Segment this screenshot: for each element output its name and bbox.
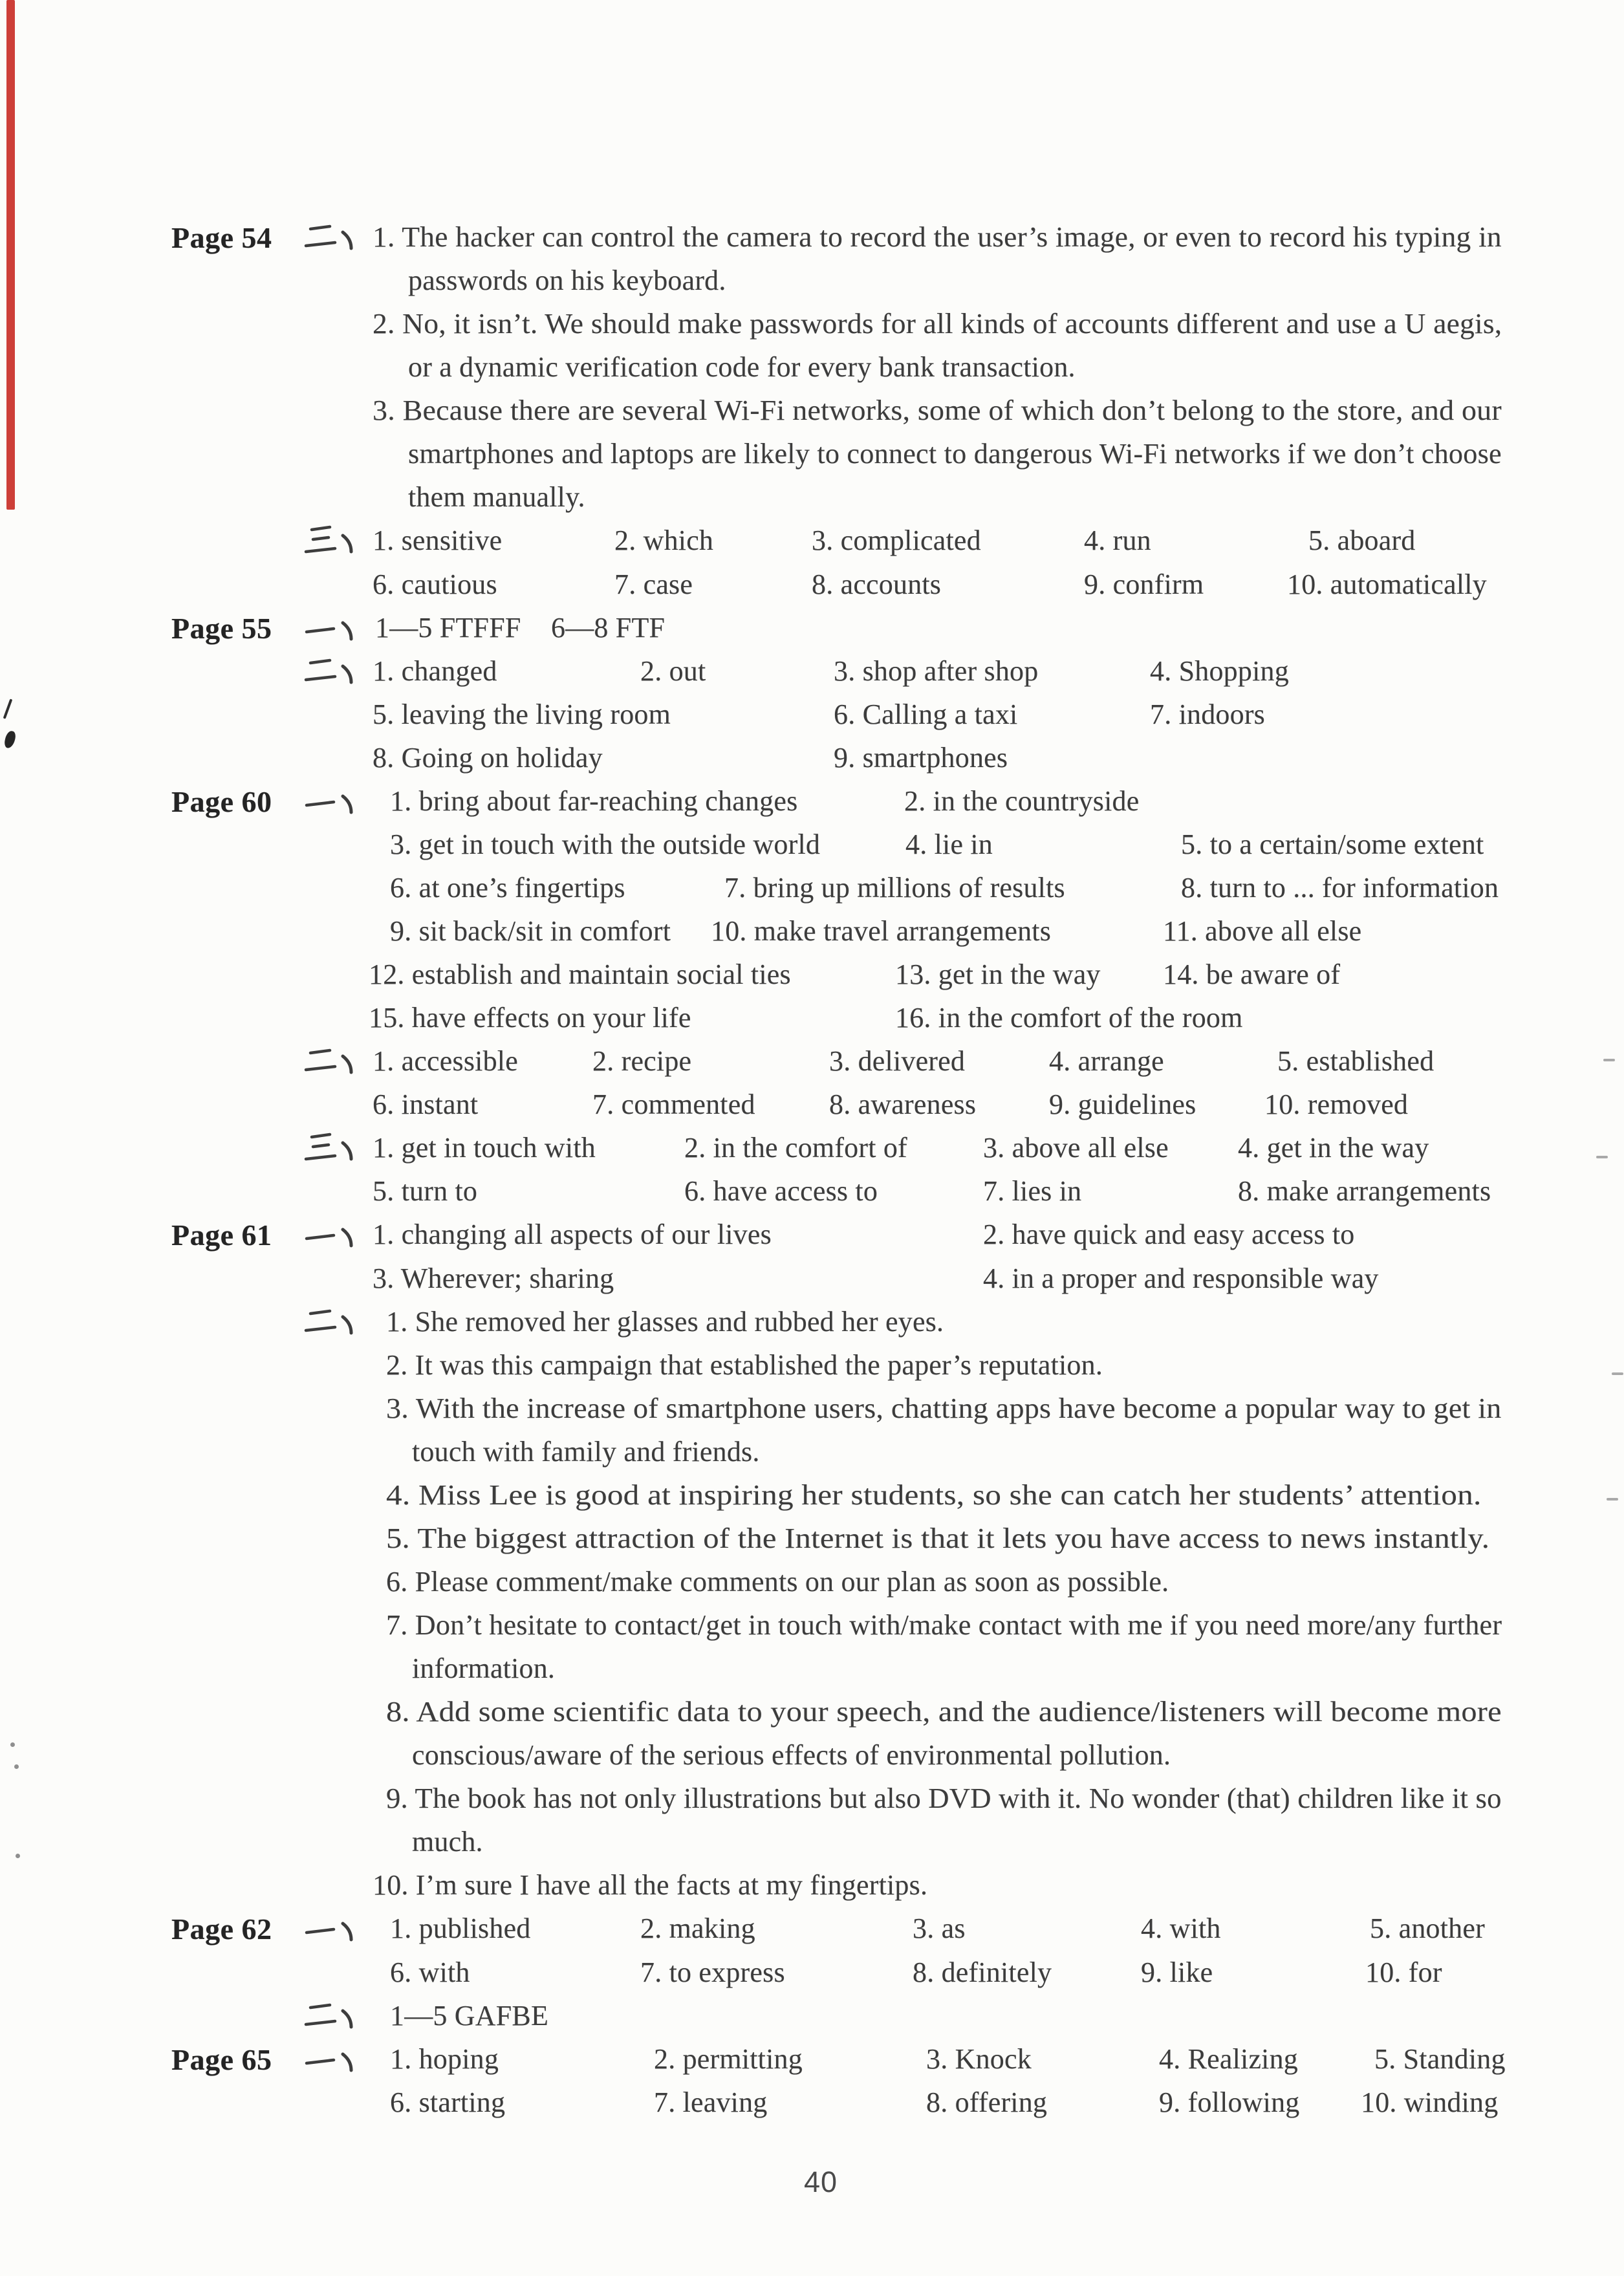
section-marker bbox=[304, 785, 360, 819]
answer-text: 4. lie in bbox=[905, 829, 993, 860]
answer-text: 2. It was this campaign that established the paper’s reputation. bbox=[386, 1349, 1103, 1381]
scan-artifact-dash bbox=[1603, 1059, 1615, 1061]
answer-text: 5. aboard bbox=[1308, 525, 1416, 556]
answer-text: 4. Shopping bbox=[1150, 655, 1289, 687]
answer-text: 4. Miss Lee is good at inspiring her students, so she can catch her students’ attention. bbox=[386, 1479, 1482, 1511]
answer-text: 3. above all else bbox=[983, 1132, 1169, 1164]
answer-text: 7. case bbox=[614, 569, 693, 600]
answer-text: 5. The biggest attraction of the Internet is that it lets you have access to news instantly. bbox=[386, 1523, 1490, 1554]
answer-text: 1—5 GAFBE bbox=[390, 2000, 549, 2032]
answer-text: 4. in a proper and responsible way bbox=[983, 1263, 1379, 1294]
answer-text: passwords on his keyboard. bbox=[408, 265, 726, 296]
section-marker bbox=[304, 524, 360, 559]
answer-text: 2. have quick and easy access to bbox=[983, 1219, 1355, 1250]
answer-text: 9. following bbox=[1159, 2086, 1300, 2118]
answer-text: 6—8 FTF bbox=[551, 612, 666, 644]
answer-text: 6. have access to bbox=[684, 1175, 878, 1207]
answer-text: 1. changing all aspects of our lives bbox=[373, 1219, 772, 1250]
answer-text: or a dynamic verification code for every bank transaction. bbox=[408, 351, 1076, 383]
answer-text: 4. with bbox=[1141, 1913, 1221, 1944]
answer-text: 14. be aware of bbox=[1163, 959, 1341, 990]
answer-text: 10. winding bbox=[1361, 2086, 1499, 2118]
scan-artifact-dot bbox=[10, 1742, 15, 1747]
answer-text: 4. get in the way bbox=[1238, 1132, 1429, 1164]
section-marker bbox=[304, 1999, 360, 2034]
answer-text: 8. make arrangements bbox=[1238, 1175, 1491, 1207]
answer-text: 16. in the comfort of the room bbox=[895, 1002, 1243, 1034]
answer-text: smartphones and laptops are likely to connect to dangerous Wi-Fi networks if we don’t choose bbox=[408, 438, 1502, 470]
answer-text: 1. changed bbox=[373, 655, 497, 687]
section-marker bbox=[304, 1912, 360, 1947]
answer-text: 8. accounts bbox=[812, 569, 942, 600]
answer-text: 1. bring about far-reaching changes bbox=[390, 785, 798, 817]
page-label: Page 54 bbox=[171, 221, 272, 254]
page-label: Page 62 bbox=[171, 1913, 272, 1945]
answer-text: 7. commented bbox=[592, 1089, 755, 1120]
answer-text: 1. get in touch with bbox=[373, 1132, 596, 1164]
answer-text: 6. with bbox=[390, 1956, 470, 1988]
answer-text: them manually. bbox=[408, 481, 585, 513]
answer-text: 10. make travel arrangements bbox=[711, 915, 1052, 947]
answer-text: 3. Wherever; sharing bbox=[373, 1263, 614, 1294]
footer-page-number: 40 bbox=[804, 2165, 838, 2198]
answer-text: 6. instant bbox=[373, 1089, 479, 1120]
page-label: Page 55 bbox=[171, 612, 272, 645]
answer-text: 5. Standing bbox=[1374, 2043, 1506, 2075]
answer-text: 12. establish and maintain social ties bbox=[369, 959, 791, 990]
answer-text: 6. at one’s fingertips bbox=[390, 872, 625, 904]
answer-text: 10. removed bbox=[1264, 1089, 1409, 1120]
answer-text: 3. Knock bbox=[926, 2043, 1032, 2075]
answer-text: 3. Because there are several Wi-Fi networks, some of which don’t belong to the store, and our bbox=[373, 395, 1502, 426]
scan-artifact-dash bbox=[1607, 1498, 1618, 1501]
answer-text: 7. lies in bbox=[983, 1175, 1082, 1207]
answer-text: 4. arrange bbox=[1049, 1045, 1164, 1077]
answer-text: 1. accessible bbox=[373, 1045, 518, 1077]
answer-text: 3. get in touch with the outside world bbox=[390, 829, 821, 860]
answer-text: 7. to express bbox=[640, 1956, 785, 1988]
answer-text: 13. get in the way bbox=[895, 959, 1101, 990]
answer-text: 4. run bbox=[1084, 525, 1151, 556]
answer-text: much. bbox=[412, 1826, 483, 1858]
answer-text: 8. offering bbox=[926, 2086, 1048, 2118]
section-marker bbox=[304, 1045, 360, 1079]
answer-text: 5. another bbox=[1370, 1913, 1485, 1944]
answer-text: 10. I’m sure I have all the facts at my fingertips. bbox=[373, 1869, 928, 1901]
book-edge-red-strip bbox=[6, 0, 15, 510]
page-label: Page 61 bbox=[171, 1219, 272, 1252]
answer-text: 8. turn to ... for information bbox=[1181, 872, 1499, 904]
answer-text: 3. With the increase of smartphone users, chatting apps have become a popular way to get in bbox=[386, 1393, 1502, 1424]
scan-artifact-dash bbox=[1596, 1156, 1608, 1158]
answer-text: 9. sit back/sit in comfort bbox=[390, 915, 671, 947]
answer-text: 9. guidelines bbox=[1049, 1089, 1196, 1120]
page-label: Page 60 bbox=[171, 785, 272, 818]
answer-text: 2. permitting bbox=[654, 2043, 803, 2075]
answer-text: 5. turn to bbox=[373, 1175, 478, 1207]
answer-text: 6. starting bbox=[390, 2086, 506, 2118]
answer-text: 6. Calling a taxi bbox=[834, 699, 1018, 730]
answer-text: 9. like bbox=[1141, 1956, 1213, 1988]
answer-text: 2. in the countryside bbox=[904, 785, 1140, 817]
answer-text: 3. shop after shop bbox=[834, 655, 1039, 687]
answer-text: 5. to a certain/some extent bbox=[1181, 829, 1484, 860]
answer-text: 10. automatically bbox=[1287, 569, 1487, 600]
section-marker bbox=[304, 1305, 360, 1340]
answer-text: 2. out bbox=[640, 655, 706, 687]
scan-artifact-blob bbox=[3, 730, 16, 750]
answer-text: 7. Don’t hesitate to contact/get in touch with/make contact with me if you need more/any further bbox=[386, 1609, 1502, 1641]
answer-text: 7. bring up millions of results bbox=[724, 872, 1065, 904]
answer-text: 8. Add some scientific data to your speech, and the audience/listeners will become more bbox=[386, 1696, 1502, 1728]
answer-text: 1. sensitive bbox=[373, 525, 503, 556]
answer-text: 9. The book has not only illustrations but also DVD with it. No wonder (that) children like it so bbox=[386, 1783, 1502, 1814]
answer-text: 1. She removed her glasses and rubbed her eyes. bbox=[386, 1306, 944, 1338]
section-marker bbox=[304, 2043, 360, 2077]
answer-text: 5. established bbox=[1277, 1045, 1435, 1077]
answer-text: 15. have effects on your life bbox=[369, 1002, 691, 1034]
answer-text: 3. complicated bbox=[812, 525, 981, 556]
section-marker bbox=[304, 1131, 360, 1166]
answer-text: 9. smartphones bbox=[834, 742, 1008, 774]
section-marker bbox=[304, 611, 360, 646]
answer-text: 7. indoors bbox=[1150, 699, 1265, 730]
answer-text: 1. The hacker can control the camera to record the user’s image, or even to record his typing in bbox=[373, 221, 1502, 253]
scan-artifact-dot bbox=[16, 1854, 20, 1858]
answer-text: 7. leaving bbox=[654, 2086, 768, 2118]
answer-text: 3. as bbox=[913, 1913, 966, 1944]
section-marker bbox=[304, 1218, 360, 1253]
answer-text: 3. delivered bbox=[829, 1045, 966, 1077]
answer-text: 8. definitely bbox=[913, 1956, 1052, 1988]
scan-artifact-dash bbox=[1612, 1372, 1623, 1375]
answer-text: 2. No, it isn’t. We should make passwords for all kinds of accounts different and use a U aegis, bbox=[373, 308, 1502, 340]
scan-artifact-slash bbox=[3, 699, 13, 719]
answer-text: touch with family and friends. bbox=[412, 1436, 760, 1468]
answer-text: 5. leaving the living room bbox=[373, 699, 671, 730]
page-label: Page 65 bbox=[171, 2043, 272, 2076]
answer-text: 9. confirm bbox=[1084, 569, 1204, 600]
answer-text: 2. in the comfort of bbox=[684, 1132, 907, 1164]
answer-text: 8. Going on holiday bbox=[373, 742, 603, 774]
answer-text: information. bbox=[412, 1653, 556, 1684]
answer-text: 10. for bbox=[1365, 1956, 1442, 1988]
answer-text: 2. making bbox=[640, 1913, 755, 1944]
answer-text: 2. recipe bbox=[592, 1045, 692, 1077]
answer-text: 1. published bbox=[390, 1913, 531, 1944]
section-marker bbox=[304, 655, 360, 689]
answer-text: 4. Realizing bbox=[1159, 2043, 1299, 2075]
answer-text: 6. cautious bbox=[373, 569, 497, 600]
section-marker bbox=[304, 221, 360, 255]
answer-text: 6. Please comment/make comments on our plan as soon as possible. bbox=[386, 1566, 1169, 1598]
answer-text: 8. awareness bbox=[829, 1089, 977, 1120]
scan-artifact-dot bbox=[14, 1764, 19, 1769]
answer-text: conscious/aware of the serious effects of environmental pollution. bbox=[412, 1739, 1171, 1771]
answer-text: 2. which bbox=[614, 525, 714, 556]
answer-text: 11. above all else bbox=[1163, 915, 1362, 947]
answer-text: 1. hoping bbox=[390, 2043, 499, 2075]
answer-text: 1—5 FTFFF bbox=[375, 612, 521, 644]
